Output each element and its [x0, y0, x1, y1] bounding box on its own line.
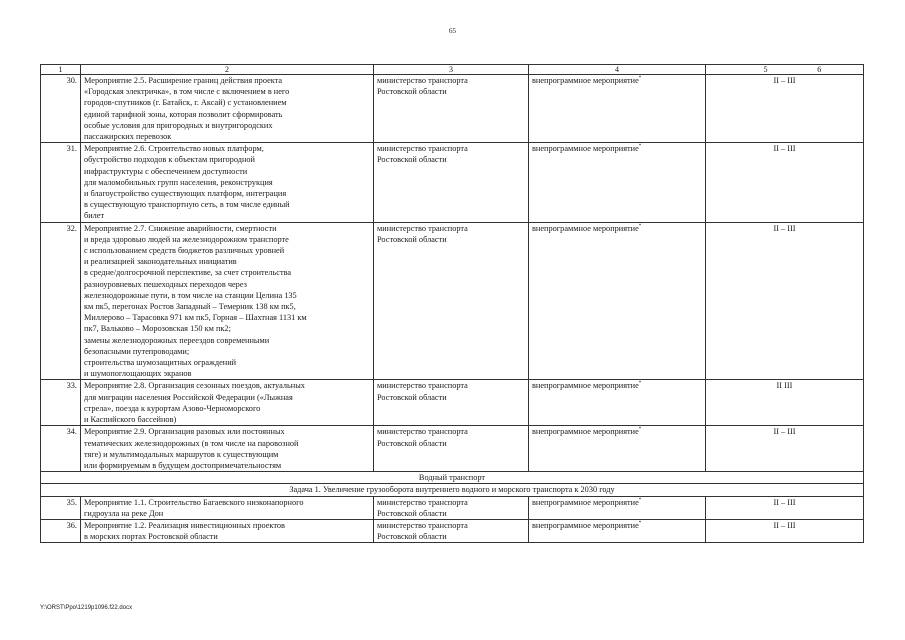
table-row	[41, 519, 864, 542]
measure-type: внепрограммное мероприятие	[532, 427, 639, 437]
executor-cell	[374, 75, 529, 143]
executor-line: Ростовской области	[377, 155, 447, 165]
executor-line: Ростовской области	[377, 532, 447, 542]
description-line: пассажирских перевозок	[84, 132, 172, 142]
executor-line: министерство транспорта	[377, 497, 468, 507]
executor-line: министерство транспорта	[377, 381, 468, 391]
description-line: км пк5, перегонах Ростов Западный – Темерник 138 км пк5,	[84, 302, 296, 312]
description-line: городов-спутников (г. Батайск, г. Аксай) с установлением	[84, 98, 287, 108]
measure-type-cell	[529, 222, 706, 380]
footnote-mark: *	[638, 76, 642, 82]
measure-type: внепрограммное мероприятие	[532, 497, 639, 507]
description-line: тяге) и мультимодальных маршрутов к существующим	[84, 449, 279, 459]
description-line: в средне/долгосрочной перспективе, за счет строительства	[84, 268, 292, 278]
measure-type: внепрограммное мероприятие	[532, 381, 639, 391]
measure-type-cell	[529, 426, 706, 472]
description-line: Мероприятие 2.7. Снижение аварийности, смертности	[84, 223, 277, 233]
measure-description	[81, 380, 374, 426]
table-row	[41, 496, 864, 519]
description-line: в морских портах Ростовской области	[84, 532, 218, 542]
period-cell	[706, 380, 864, 426]
column-number-row	[41, 65, 864, 75]
executor-line: Ростовской области	[377, 87, 447, 97]
footnote-mark: *	[638, 381, 642, 387]
row-number: 36.	[41, 519, 81, 542]
description-line: с использованием средств бюджетов различных уровней	[84, 246, 285, 256]
measure-type-cell	[529, 143, 706, 222]
description-line: обустройство подходов к объектам пригородной	[84, 155, 255, 165]
description-line: и благоустройство существующих платформ, интеграция	[84, 189, 287, 199]
column-number: 5	[706, 65, 776, 75]
description-line: железнодорожные пути, в том числе на станции Целина 135	[84, 290, 297, 300]
column-number: 3	[374, 65, 529, 75]
description-line: и реализацией законодательных инициатив	[84, 257, 237, 267]
description-line: Мероприятие 1.1. Строительство Багаевского низконапорного	[84, 497, 304, 507]
description-line: пк7, Вальково – Морозовская 150 км пк2;	[84, 324, 231, 334]
row-number: 33.	[41, 380, 81, 426]
period: II – III	[773, 144, 796, 154]
table-row	[41, 75, 864, 143]
description-line: и шумопоглощающих экранов	[84, 369, 192, 379]
table-row	[41, 380, 864, 426]
page-number: 65	[449, 27, 456, 35]
row-number: 30.	[41, 75, 81, 143]
description-line: и вреда здоровью людей на железнодорожном транспорте	[84, 234, 289, 244]
description-line: для миграции населения Российской Федерации («Лыжная	[84, 392, 293, 402]
executor-cell	[374, 519, 529, 542]
footnote-mark: *	[638, 497, 642, 503]
footnote-mark: *	[638, 223, 642, 229]
column-number: 4	[529, 65, 706, 75]
description-line: билет	[84, 211, 105, 221]
executor-line: Ростовской области	[377, 392, 447, 402]
executor-line: Ростовской области	[377, 234, 447, 244]
footnote-mark: *	[638, 144, 642, 150]
description-line: особые условия для пригородных и внутригородских	[84, 120, 273, 130]
measure-description	[81, 519, 374, 542]
description-line: «Городская электричка», в том числе с включением в него	[84, 87, 290, 97]
executor-line: министерство транспорта	[377, 76, 468, 85]
description-line: безопасными путепроводами;	[84, 346, 190, 356]
period: II – III	[773, 520, 796, 530]
executor-cell	[374, 426, 529, 472]
measure-type-cell	[529, 75, 706, 143]
measure-type-cell	[529, 380, 706, 426]
executor-cell	[374, 143, 529, 222]
description-line: строительства шумозащитных ограждений	[84, 358, 237, 368]
description-line: Миллерово – Тарасовка 971 км пк5, Горная – Шахтная 1131 км	[84, 313, 307, 323]
description-line: стрела», поезда к курортам Азово-Черноморского	[84, 403, 261, 413]
table-row	[41, 222, 864, 380]
description-line: или формируемым в будущем достопримечательностям	[84, 460, 282, 470]
column-number: 2	[81, 65, 374, 75]
footnote-mark: *	[638, 427, 642, 433]
description-line: тематических железнодорожных (в том числе на паровозной	[84, 438, 299, 448]
description-line: в существующую транспортную сеть, в том числе единый	[84, 200, 290, 210]
period: II – III	[773, 497, 796, 507]
description-line: Мероприятие 2.6. Строительство новых платформ,	[84, 144, 264, 154]
period-cell	[706, 519, 864, 542]
description-line: Мероприятие 2.5. Расширение границ действия проекта	[84, 76, 283, 85]
description-line: Мероприятие 1.2. Реализация инвестиционных проектов	[84, 520, 285, 530]
period: II – III	[773, 76, 796, 85]
measure-description	[81, 496, 374, 519]
table-row	[41, 143, 864, 222]
column-number: 6	[776, 65, 864, 75]
measure-description	[81, 143, 374, 222]
description-line: Мероприятие 2.9. Организация разовых или постоянных	[84, 427, 285, 437]
footnote-mark: *	[638, 521, 642, 527]
executor-cell	[374, 380, 529, 426]
section-heading: Водный транспорт	[41, 472, 864, 484]
measure-description	[81, 222, 374, 380]
row-number: 34.	[41, 426, 81, 472]
description-line: Мероприятие 2.8. Организация сезонных поездов, актуальных	[84, 381, 305, 391]
description-line: инфраструктуры с обеспечением доступности	[84, 166, 248, 176]
period-cell	[706, 75, 864, 143]
row-number: 31.	[41, 143, 81, 222]
period: II III	[776, 381, 793, 391]
description-line: гидроузла на реке Дон	[84, 508, 164, 518]
measure-type: внепрограммное мероприятие	[532, 223, 639, 233]
executor-line: Ростовской области	[377, 508, 447, 518]
description-line: для маломобильных групп населения, реконструкция	[84, 177, 273, 187]
period-cell	[706, 426, 864, 472]
description-line: замены железнодорожных переездов современными	[84, 335, 270, 345]
measure-description	[81, 426, 374, 472]
period: II – III	[773, 427, 796, 437]
description-line: разноуровневых пешеходных переходов через	[84, 279, 247, 289]
executor-cell	[374, 496, 529, 519]
period-cell	[706, 143, 864, 222]
table-row	[41, 426, 864, 472]
measure-type-cell	[529, 519, 706, 542]
measure-description	[81, 75, 374, 143]
task-row	[41, 484, 864, 496]
executor-line: министерство транспорта	[377, 520, 468, 530]
description-line: и Каспийского бассейнов)	[84, 415, 177, 425]
executor-line: министерство транспорта	[377, 144, 468, 154]
period-cell	[706, 222, 864, 380]
executor-line: министерство транспорта	[377, 223, 468, 233]
measure-type-cell	[529, 496, 706, 519]
period-cell	[706, 496, 864, 519]
description-line: единой тарифной зоны, которая позволит сформировать	[84, 109, 283, 119]
measure-type: внепрограммное мероприятие	[532, 520, 639, 530]
executor-line: Ростовской области	[377, 438, 447, 448]
measure-type: внепрограммное мероприятие	[532, 144, 639, 154]
column-number: 1	[41, 65, 81, 75]
executor-line: министерство транспорта	[377, 427, 468, 437]
section-row	[41, 472, 864, 484]
file-path: Y:\ORST\Ppo\1219p1096.f22.docx	[40, 605, 133, 611]
measures-table	[40, 64, 864, 543]
period: II – III	[773, 223, 796, 233]
measure-type: внепрограммное мероприятие	[532, 76, 639, 85]
executor-cell	[374, 222, 529, 380]
row-number: 35.	[41, 496, 81, 519]
task-heading: Задача 1. Увеличение грузооборота внутреннего водного и морского транспорта к 2030 году	[41, 484, 864, 496]
row-number: 32.	[41, 222, 81, 380]
